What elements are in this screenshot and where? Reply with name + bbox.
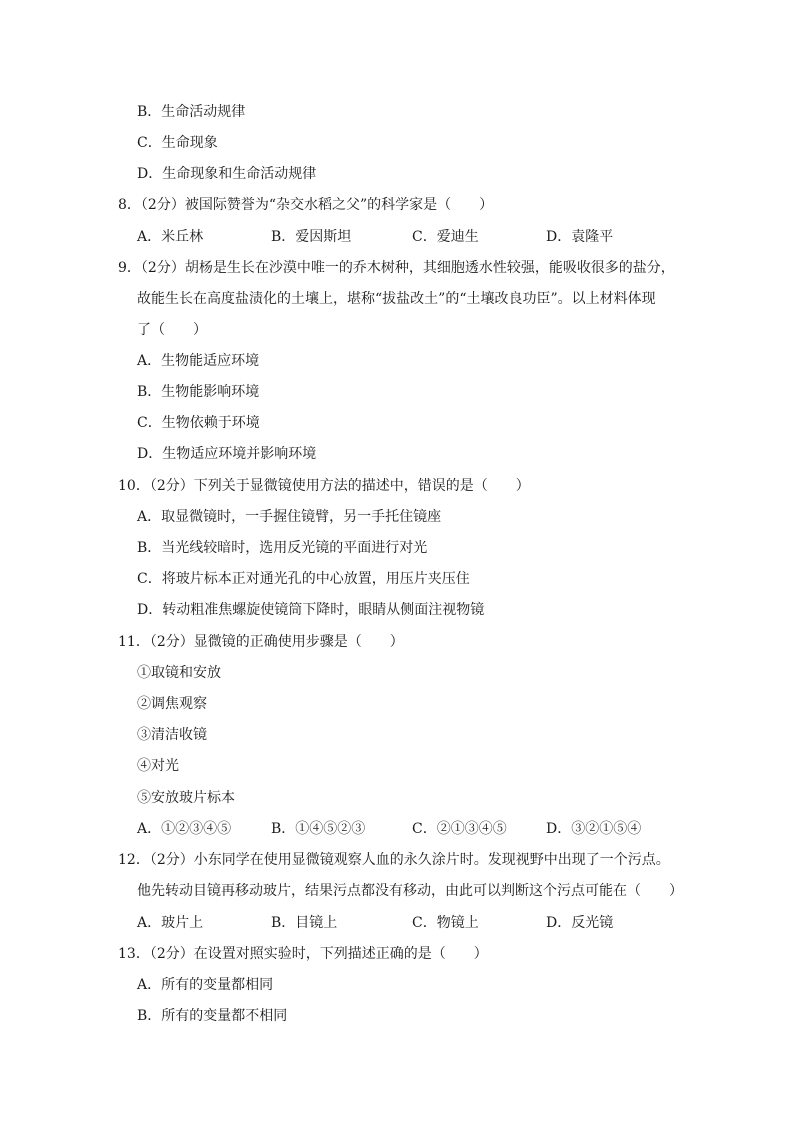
q13-option-b: B．所有的变量都不相同 <box>137 1008 288 1024</box>
q12-option-c: C．物镜上 <box>412 915 479 931</box>
q8-option-b: B．爱因斯坦 <box>271 229 352 245</box>
q9-stem-line-2: 故能生长在高度盐渍化的土壤上，堪称“拔盐改土”的“土壤改良功臣”。以上材料体现 <box>137 291 656 307</box>
q11-options <box>137 819 697 839</box>
q10-stem: 10．（2分）下列关于显微镜使用方法的描述中，错误的是（ ） <box>118 478 530 494</box>
q10-option-a: A．取显微镜时，一手握住镜臂，另一手托住镜座 <box>137 509 442 525</box>
q11-step-4: ④对光 <box>137 758 179 774</box>
q10-option-d: D．转动粗准焦螺旋使镜筒下降时，眼睛从侧面注视物镜 <box>137 602 485 618</box>
q12-stem-line-2: 他先转动目镜再移动玻片，结果污点都没有移动，由此可以判断这个污点可能在（ ） <box>137 883 683 899</box>
q8-options <box>137 227 697 247</box>
q11-step-5: ⑤安放玻片标本 <box>137 790 235 806</box>
q11-option-c: C．②①③④⑤ <box>412 821 507 837</box>
q13-option-a: A．所有的变量都相同 <box>137 977 274 993</box>
q12-option-b: B．目镜上 <box>271 915 338 931</box>
q11-option-b: B．①④⑤②③ <box>271 821 366 837</box>
q11-step-1: ①取镜和安放 <box>137 665 221 681</box>
q8-option-c: C．爱迪生 <box>412 229 479 245</box>
q11-step-3: ③清洁收镜 <box>137 727 207 743</box>
q7-option-c: C．生命现象 <box>137 135 218 151</box>
q10-option-b: B．当光线较暗时，选用反光镜的平面进行对光 <box>137 540 428 556</box>
q7-option-b: B．生命活动规律 <box>137 104 246 120</box>
q12-stem-line-1: 12．（2分）小东同学在使用显微镜观察人血的永久涂片时。发现视野中出现了一个污点。 <box>118 852 670 868</box>
q12-option-a: A．玻片上 <box>137 915 204 931</box>
q9-option-a: A．生物能适应环境 <box>137 353 260 369</box>
q11-option-d: D．③②①⑤④ <box>546 821 642 837</box>
q12-options <box>137 913 697 933</box>
q11-stem: 11．（2分）显微镜的正确使用步骤是（ ） <box>118 634 404 650</box>
q9-stem-line-3: 了（ ） <box>137 322 207 338</box>
q9-option-c: C．生物依赖于环境 <box>137 415 260 431</box>
q7-option-d: D．生命现象和生命活动规律 <box>137 166 317 182</box>
q9-option-b: B．生物能影响环境 <box>137 384 260 400</box>
q9-stem-line-1: 9．（2分）胡杨是生长在沙漠中唯一的乔木树种，其细胞透水性较强，能吸收很多的盐分， <box>118 260 675 276</box>
q10-option-c: C．将玻片标本正对通光孔的中心放置，用压片夹压住 <box>137 571 470 587</box>
q9-option-d: D．生物适应环境并影响环境 <box>137 446 317 462</box>
q8-stem: 8．（2分）被国际赞誉为“杂交水稻之父”的科学家是（ ） <box>118 197 494 213</box>
q8-option-d: D．袁隆平 <box>546 229 614 245</box>
q11-step-2: ②调焦观察 <box>137 696 207 712</box>
q12-option-d: D．反光镜 <box>546 915 614 931</box>
q13-stem: 13．（2分）在设置对照实验时，下列描述正确的是（ ） <box>118 946 488 962</box>
q8-option-a: A．米丘林 <box>137 229 204 245</box>
q11-option-a: A．①②③④⑤ <box>137 821 232 837</box>
